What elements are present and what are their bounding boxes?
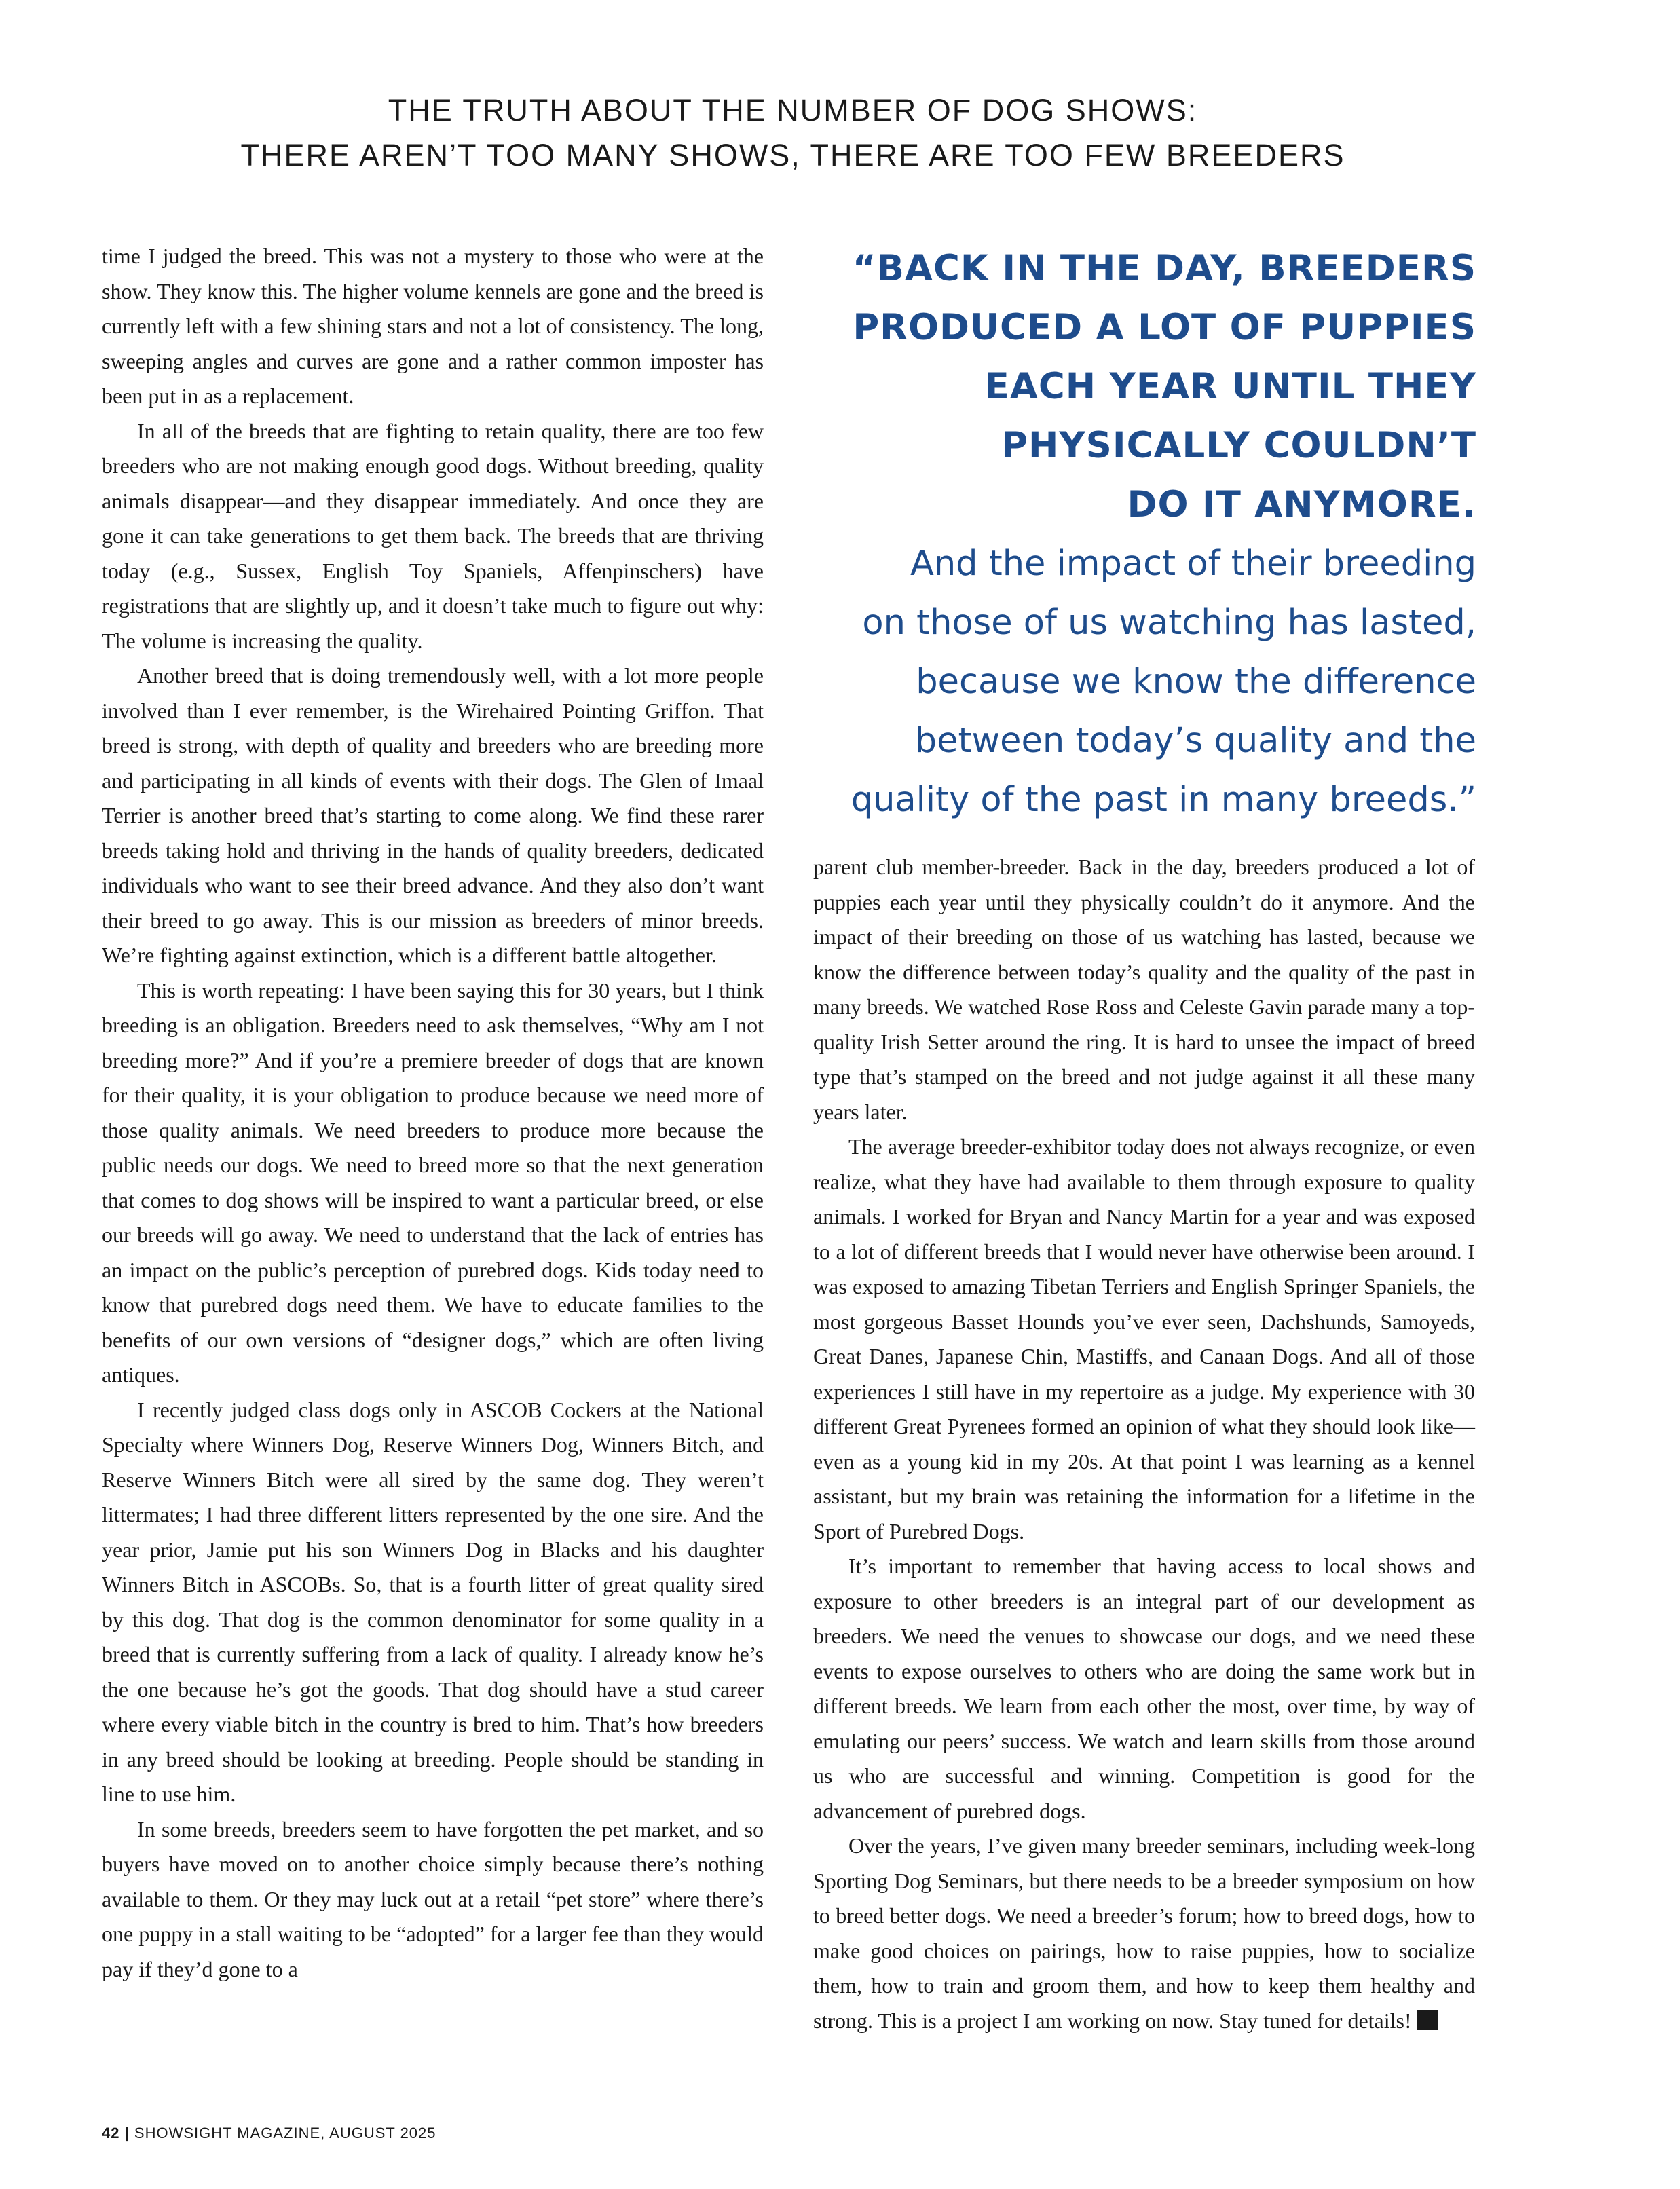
paragraph: time I judged the breed. This was not a mystery to those who were at the show. They know this. The higher volume kennels are gone and the breed is currently left with a few shining stars and not a lot of consistency. The long, sweeping angles and curves are gone and a rather common imposter has been put in as a replacement.	[102, 244, 764, 408]
footer-separator: |	[124, 2125, 130, 2141]
pull-quote-line: EACH YEAR UNTIL THEY	[984, 366, 1476, 407]
page-header	[0, 88, 1586, 178]
pull-quote-line: DO IT ANYMORE.	[1127, 484, 1476, 525]
pull-quote-line: quality of the past in many breeds.”	[851, 780, 1476, 820]
pull-quote-line: PHYSICALLY COULDN’T	[1001, 425, 1476, 466]
page-number: 42	[102, 2125, 120, 2141]
paragraph: It’s important to remember that having access to local shows and exposure to other breeders is an integral part of our development as breeders. We need the venues to showcase our dogs, and we need these events to expose ourselves to others who are doing the same work but in different breeds. We learn from each other the most, over time, by way of emulating our peers’ success. We watch and learn skills from those around us who are successful and winning. Competition is good for the advancement of purebred dogs.	[813, 1554, 1475, 1823]
pull-quote-line: because we know the difference	[916, 662, 1476, 702]
right-column	[813, 850, 1475, 2038]
header-line-2: THERE AREN’T TOO MANY SHOWS, THERE ARE TOO FEW BREEDERS	[240, 138, 1345, 172]
publication-name: SHOWSIGHT MAGAZINE, AUGUST 2025	[134, 2125, 436, 2141]
paragraph: Another breed that is doing tremendously well, with a lot more people involved than I ever remember, is the Wirehaired Pointing Griffon. That breed is strong, with depth of quality and breeders who are breeding more and participating in all kinds of events with their dogs. The Glen of Imaal Terrier is another breed that’s starting to come along. We find these rarer breeds taking hold and thriving in the hands of quality breeders, dedicated individuals who want to see their breed advance. And they also don’t want their breed to go away. This is our mission as breeders of minor breeds. We’re fighting against extinction, which is a different battle altogether.	[102, 663, 764, 967]
paragraph: In some breeds, breeders seem to have forgotten the pet market, and so buyers have moved on to another choice simply because there’s nothing available to them. Or they may luck out at a retail “pet store” where there’s one puppy in a stall waiting to be “adopted” for a larger fee than they would pay if they’d gone to a	[102, 1816, 764, 1981]
left-column	[102, 239, 764, 1987]
header-line-1: THE TRUTH ABOUT THE NUMBER OF DOG SHOWS:	[388, 93, 1198, 128]
paragraph: parent club member-breeder. Back in the day, breeders produced a lot of puppies each year until they physically couldn’t do it anymore. And the impact of their breeding on those of us watching has lasted, because we know the difference between today’s quality and the quality of the past in many breeds. We watched Rose Ross and Celeste Gavin parade many a top-quality Irish Setter around the ring. It is hard to unsee the impact of breed type that’s stamped on the breed and not judge against it all these many years later.	[813, 855, 1475, 1124]
pull-quote-bold	[808, 239, 1476, 534]
pull-quote-regular	[808, 534, 1476, 829]
paragraph: The average breeder-exhibitor today does not always recognize, or even realize, what they have had available to them through exposure to quality animals. I worked for Bryan and Nancy Martin for a year and was exposed to a lot of different breeds that I would never have otherwise been around. I was exposed to amazing Tibetan Terriers and English Springer Spaniels, the most gorgeous Basset Hounds you’ve ever seen, Dachshunds, Samoyeds, Great Danes, Japanese Chin, Mastiffs, and Canaan Dogs. And all of those experiences I still have in my repertoire as a judge. My experience with 30 different Great Pyrenees formed an opinion of what they should look like—even as a young kid in my 20s. At that point I was learning as a kennel assistant, but my brain was retaining the information for a lifetime in the Sport of Purebred Dogs.	[813, 1134, 1475, 1543]
pull-quote	[808, 239, 1476, 829]
pull-quote-line: PRODUCED A LOT OF PUPPIES	[853, 307, 1476, 348]
page-footer	[102, 2125, 436, 2142]
paragraph: I recently judged class dogs only in ASCOB Cockers at the National Specialty where Winners Dog, Reserve Winners Dog, Winners Bitch, and Reserve Winners Bitch were all sired by the same dog. They weren’t littermates; I had three different litters represented by the one sire. And the year prior, Jamie put his son Winners Dog in Blacks and his daughter Winners Bitch in ASCOBs. So, that is a fourth litter of great quality sired by this dog. That dog is the common denominator for some quality in a breed that is currently suffering from a lack of quality. I already know he’s the one because he’s got the goods. That dog should have a stud career where every viable bitch in the country is bred to him. That’s how breeders in any breed should be looking at breeding. People should be standing in line to use him.	[102, 1397, 764, 1806]
paragraph	[813, 1829, 1475, 2038]
paragraph: In all of the breeds that are fighting to retain quality, there are too few breeders who are not making enough good dogs. Without breeding, quality animals disappear—and they disappear immediately. And once they are gone it can take generations to get them back. The breeds that are thriving today (e.g., Sussex, English Toy Spaniels, Affenpinschers) have registrations that are slightly up, and it doesn’t take much to figure out why: The volume is increasing the quality.	[102, 418, 764, 653]
pull-quote-line: And the impact of their breeding	[910, 544, 1476, 584]
paragraph: This is worth repeating: I have been saying this for 30 years, but I think breeding is an obligation. Breeders need to ask themselves, “Why am I not breeding more?” And if you’re a premiere breeder of dogs that are known for their quality, it is your obligation to produce because we need more of those quality animals. We need breeders to produce more because the public needs our dogs. We need to breed more so that the next generation that comes to dog shows will be inspired to want a particular breed, or else our breeds will go away. We need to understand that the lack of entries has an impact on the public’s perception of purebred dogs. Kids today need to know that purebred dogs need them. We have to educate families to the benefits of our own versions of “designer dogs,” which are often living antiques.	[102, 977, 764, 1387]
pull-quote-line: on those of us watching has lasted,	[862, 603, 1476, 643]
end-mark-icon	[1417, 2010, 1438, 2030]
paragraph-text: Over the years, I’ve given many breeder seminars, including week-long Sporting Dog Seminars, but there needs to be a breeder symposium on how to breed better dogs. We need a breeder’s forum; how to breed dogs, how to make good choices on pairings, how to raise puppies, how to socialize them, how to train and groom them, and how to keep them healthy and strong. This is a project I am working on now. Stay tuned for details!	[813, 1833, 1475, 2033]
pull-quote-line: “BACK IN THE DAY, BREEDERS	[852, 248, 1476, 289]
pull-quote-line: between today’s quality and the	[914, 721, 1476, 761]
